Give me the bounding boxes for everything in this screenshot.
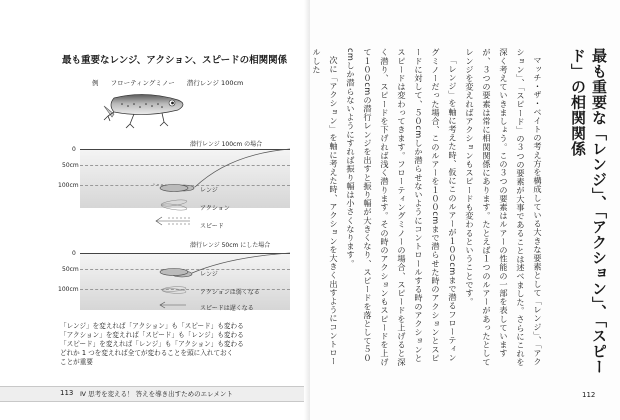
action-wobble-icon xyxy=(162,286,186,294)
page-number-right: 112 xyxy=(582,391,596,399)
chart1-depth-50: 50cm xyxy=(62,162,79,169)
chart2-depth-100: 100cm xyxy=(58,286,79,293)
chart1-legend-action: アクション xyxy=(200,205,230,212)
example-label: 例 xyxy=(92,79,99,87)
range-lure-icon xyxy=(160,185,188,192)
chart2-title: 潜行レンジ 50cm にした場合 xyxy=(190,242,271,249)
caption-line: 「アクション」を変えれば「スピード」も「レンジ」も変わる xyxy=(60,331,244,339)
section-heading: 最も重要な「レンジ」、「アクション」、「スピード」の相関関係 xyxy=(569,48,608,375)
chart1-depth-100: 100cm xyxy=(58,182,79,189)
caption-line: 「レンジ」を変えれば「アクション」も「スピード」も変わる xyxy=(60,322,244,330)
chart1-legend-speed: スピード xyxy=(200,223,224,230)
figure-title: 最も重要なレンジ、アクション、スピードの相関関係 xyxy=(62,55,288,66)
chart1-legend-range: レンジ xyxy=(200,187,218,194)
paragraph: マッチ・ザ・ベイトの考え方を構成している大きな要素として「レンジ」、「アクション」、「スピード」の３つの要素が大事であることは述べました。さらにこれを深く考えていきましょう。この３つの要素はルアーの性能の一部を表していますが、３つの要素は常に相関関係にあります。たとえば１つのルアーがあったとしてレンジを変えればアクションもスピードも変わるということです。 xyxy=(465,48,543,367)
right-page xyxy=(310,0,620,420)
chapter-title: Ⅳ 思考を変える！ 答えを導き出すためのエレメント xyxy=(80,390,233,398)
chart1-legend-glyphs xyxy=(150,180,196,230)
chart2-depth-50: 50cm xyxy=(62,266,79,273)
chart1-title: 潜行レンジ 100cm の場合 xyxy=(190,141,263,148)
paragraph: 「レンジ」を軸に考えた時、仮にこのルアーが１００cmまで潜るフローティングミノーだった場合、このルアーを１００cmまで潜らせた時のアクションとスピードに対して、５０cmしか潜らせないようにコントロールする時のアクションとスピードは変わってきます。フローティングミノーの場合、スピードを上げると深く潜り、スピードを下げれば浅く潜ります。その時のアクションもスピードを上げて１００cmの潜行レンジを出すと振り幅が大きくなり、スピードを落として５０cmしか潜らないようにすれば振り幅は小さくなります。 xyxy=(346,48,458,367)
caption-line: ことが重要 xyxy=(60,358,93,366)
range-lure-icon xyxy=(160,269,188,276)
chart2-legend-speed: スピードは遅くなる xyxy=(200,305,254,312)
action-wobble-icon xyxy=(161,199,187,212)
body-text xyxy=(312,48,546,370)
speed-arrow-icon xyxy=(160,302,186,308)
chart2-legend-glyphs xyxy=(150,264,196,314)
speed-arrow-icon xyxy=(156,217,190,225)
caption-line: どれか 1 つを変えれば全てが変わることを頭に入れておく xyxy=(60,349,234,357)
figure-caption xyxy=(60,322,260,367)
running-footer xyxy=(0,386,310,402)
paragraph: 次に「アクション」を軸に考えた時、アクションを大きく出すようにコントロールした xyxy=(312,48,339,366)
chart2-depth-0: 0 xyxy=(72,250,76,257)
chart2-legend-range: レンジ xyxy=(200,271,218,278)
caption-line: 「スピード」を変えれば「レンジ」も「アクション」も変わる xyxy=(60,340,244,348)
floating-minnow-illustration xyxy=(100,84,192,136)
chart2-legend-action: アクションは弱くなる xyxy=(200,289,260,296)
example-name: フローティングミノー xyxy=(110,79,175,87)
example-range: 潜行レンジ 100cm xyxy=(186,79,244,87)
chart1-depth-0: 0 xyxy=(72,146,76,153)
page-number-left: 113 xyxy=(60,389,74,397)
